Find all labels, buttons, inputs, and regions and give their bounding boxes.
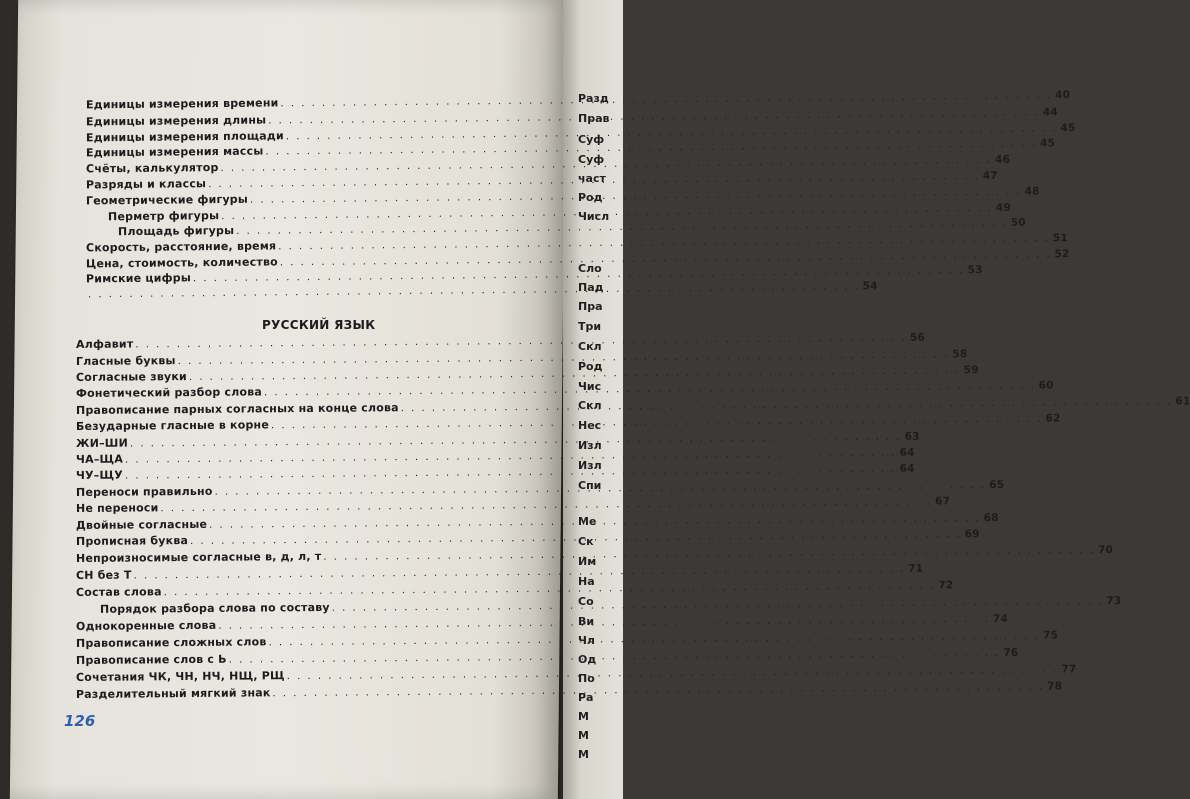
toc-entry-label: Цена, стоимость, количество [85,255,278,271]
dot-leader [250,187,1022,206]
toc-entry-label: Разделительный мягкий знак [75,686,271,701]
dot-leader [323,545,1095,563]
dot-leader [280,90,1052,109]
toc-entry-page: 71 [908,562,924,575]
toc-entry-page: 53 [967,264,983,277]
dot-leader [272,682,1044,700]
fragment-text: Прав [578,112,610,125]
toc-entry-label: Правописание слов с Ь [75,652,227,667]
fragment-text: Разд [578,92,609,105]
fragment-text: Род [578,191,603,204]
toc-entry-page: 72 [938,579,954,592]
toc-entry-page: 69 [964,528,980,541]
toc-entry [75,680,1063,701]
toc-entry-page: 54 [862,280,878,293]
toc-entry-label: ЖИ–ШИ [75,436,129,450]
fragment-text: М [578,710,589,723]
fragment-text: Изл [578,459,602,472]
fragment-text: Род [578,360,603,373]
fragment-text: част [578,172,606,185]
fragment-text: Числ [578,210,610,223]
toc-entry-page: 60 [1038,379,1054,392]
toc-entry-label: СН без Т [75,568,132,582]
toc-entry [75,543,1114,565]
fragment-text: Ви [578,615,595,628]
dot-leader [160,497,932,515]
toc-entry-page: 73 [1106,594,1122,608]
toc-entry-page: 63 [904,430,920,443]
toc-entry-label: Римские цифры [85,271,192,286]
toc-entry-label: Однокоренные слова [75,618,217,633]
toc-entry-label: Геометрические фигуры [85,192,249,208]
page-number: 126 [64,712,96,730]
toc-entry-page: 59 [963,364,979,377]
fragment-text: Скл [578,399,602,412]
toc-entry-page: 68 [983,511,999,525]
toc-entry-label: Непроизносимые согласные в, д, л, т [75,549,322,565]
toc-entry-page: 70 [1097,543,1114,557]
toc-entry-label: Перметр фигуры [107,209,220,224]
toc-entry-label: Алфавит [75,337,134,351]
toc-entry-label: Не переноси [75,501,159,515]
toc-entry-page: 74 [992,612,1008,625]
fragment-text: На [578,575,595,588]
fragment-text: Сло [578,262,602,275]
toc-entry-label: Площадь фигуры [117,224,235,239]
section-title: РУССКИЙ ЯЗЫК [262,318,376,332]
fragment-text: По [578,672,595,685]
toc-entry-label: ЧА–ЩА [75,452,124,466]
toc-entry-label: Единицы измерения массы [85,144,264,160]
toc-entry-label: Безударные гласные в корне [75,418,270,433]
dot-leader [178,349,950,367]
fragment-text: Ме [578,515,597,528]
toc-entry-label: Согласные звуки [75,370,187,384]
fragment-text: Скл [578,340,602,353]
dot-leader [130,432,902,450]
toc-entry-page: 58 [952,348,968,361]
facing-page-fragments [574,0,610,799]
toc-entry-label: Гласные буквы [75,354,176,368]
dot-leader [332,596,1104,614]
toc-entry-label: Фонетический разбор слова [75,385,263,400]
fragment-text: Изл [578,439,602,452]
toc-entry-page: 64 [899,462,915,475]
toc-entry-label: Двойные согласные [75,517,208,532]
toc-entry-page: 61 [1175,395,1190,408]
toc-entry-page: 77 [1061,663,1077,676]
toc-entry-page: 45 [1039,137,1056,150]
dot-leader [125,464,897,482]
fragment-text: Нес [578,419,602,432]
toc-entry-label: Правописание сложных слов [75,635,267,650]
toc-entry-page: 48 [1024,185,1040,198]
toc-entry-page: 62 [1045,412,1061,425]
fragment-text: Суф [578,153,605,166]
fragment-text: Чис [578,380,602,393]
toc-entry [99,594,1122,616]
toc-entry-page: 67 [935,495,951,508]
fragment-text: Пад [578,281,604,294]
dot-leader [287,664,1059,682]
fragment-text: Ра [578,691,594,704]
fragment-text: Им [578,555,597,568]
toc-entry-page: 51 [1052,232,1068,245]
toc-entry-page: 75 [1043,629,1059,642]
toc-entry-page: 52 [1054,248,1070,261]
fragment-text: Спи [578,479,602,492]
toc-entry-page: 64 [899,446,915,459]
dot-leader [125,448,897,466]
toc-entry-page: 56 [909,331,926,344]
toc-entry [75,495,951,515]
toc-entry-page: 78 [1047,680,1063,693]
dot-leader [164,580,936,598]
toc-entry-page: 44 [1042,106,1058,119]
toc-entry-label: Правописание парных согласных на конце слова [75,401,399,417]
fragment-text: Три [578,320,602,333]
toc-entry-label: Единицы измерения площади [85,129,284,145]
toc-entry-label: Разряды и классы [85,177,207,192]
toc-entry-label: Порядок разбора слова по составу [99,600,330,616]
toc-entry-page: 50 [1010,216,1026,229]
toc-entry-label: Единицы измерения времени [85,96,279,112]
toc-entry-page: 46 [995,153,1011,166]
toc-entry-label: Прописная буква [75,534,189,548]
toc-entry-label: Сочетания ЧК, ЧН, НЧ, НЩ, РЩ [75,669,285,684]
toc-entry-label: Единицы измерения длины [85,113,267,129]
fragment-text: Ск [578,535,594,548]
fragment-text: Од [578,653,597,666]
toc-entry-label: Переноси правильно [75,484,213,499]
toc-entry-page: 45 [1060,122,1076,135]
toc-entry-page: 49 [995,201,1011,214]
toc-entry-page: 65 [989,478,1005,492]
dot-leader [268,631,1040,649]
toc-entry-label: Счёты, калькулятор [85,161,219,176]
toc-entry [85,232,1068,255]
toc-entry-label: Состав слова [75,585,162,599]
fragment-text: Чл [578,634,595,647]
fragment-text: М [578,748,589,761]
dot-leader [264,381,1036,399]
dot-leader [134,564,906,582]
fragment-text: Пра [578,300,603,313]
fragment-text: Суф [578,133,605,146]
dot-leader [135,333,907,351]
toc-entry-label: ЧУ–ЩУ [75,468,124,482]
dot-leader [271,414,1043,432]
toc-entry-page: 40 [1055,89,1071,102]
fragment-text: Со [578,595,594,608]
toc-entry-page: 47 [982,169,998,183]
toc-entry-label: Скорость, расстояние, время [85,239,277,255]
fragment-text: М [578,729,589,742]
toc-entry-page: 76 [1003,646,1019,659]
